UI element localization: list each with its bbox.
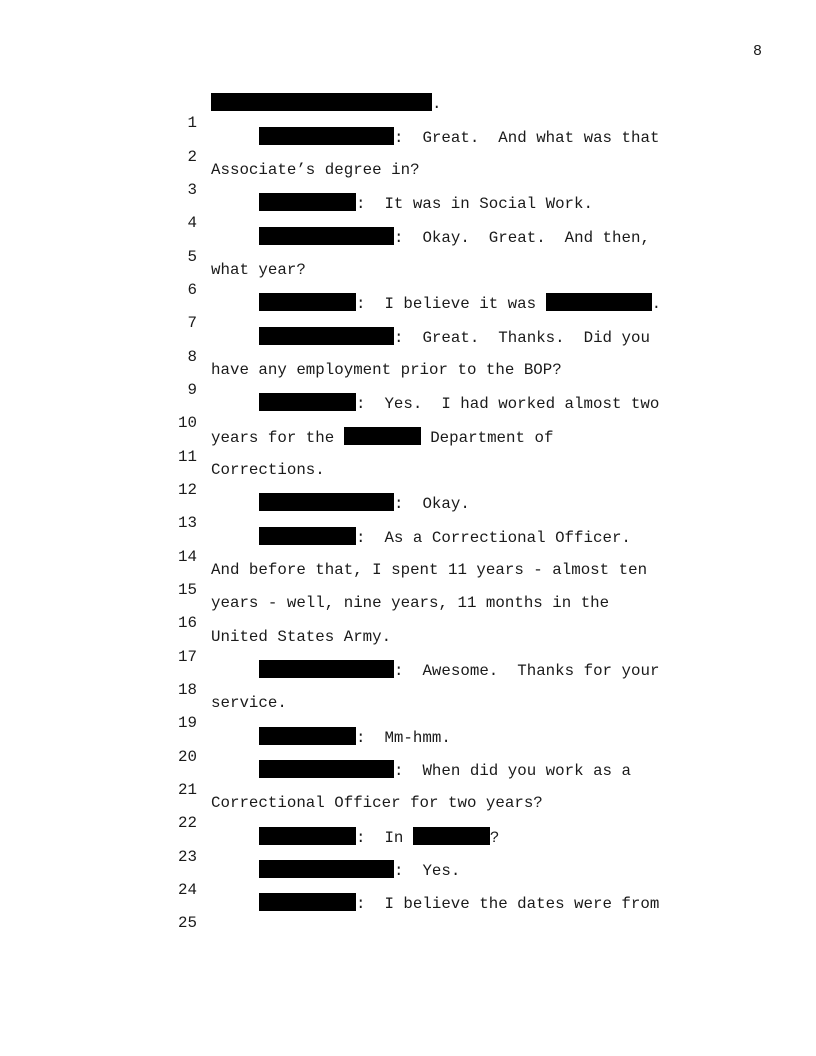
line-number: 16 [178,614,197,632]
redacted-questioner-name [259,760,394,778]
redacted-witness-name [259,393,356,411]
redacted-questioner-name [259,127,394,145]
line-text: : Okay. Great. And then, [259,227,650,248]
line-text: : As a Correctional Officer. [259,527,631,548]
line-text: have any employment prior to the BOP? [211,361,562,379]
transcript-line [0,593,816,632]
line-number: 17 [178,648,197,666]
transcript-line [0,227,816,266]
redacted-witness-name [259,293,356,311]
line-number: 9 [187,381,197,399]
line-text: : Mm-hmm. [259,727,451,748]
line-number: 10 [178,414,197,432]
line-number: 6 [187,281,197,299]
line-number: 5 [187,248,197,266]
transcript-line [0,760,816,799]
transcript-line [0,827,816,866]
redacted-questioner-name [259,860,394,878]
line-text: United States Army. [211,628,392,646]
redaction-block [211,93,432,111]
transcript-line [0,393,816,432]
line-number: 22 [178,814,197,832]
line-text: : In ? [259,827,499,848]
line-text: : Great. And what was that [259,127,659,148]
line-text: : Yes. [259,860,460,881]
transcript-line [0,427,816,466]
line-number: 12 [178,481,197,499]
transcript-line [0,160,816,199]
line-number: 25 [178,914,197,932]
line-text: And before that, I spent 11 years - almost ten [211,561,648,579]
line-number: 3 [187,181,197,199]
line-text: : I believe the dates were from [259,893,659,914]
line-number: 23 [178,848,197,866]
line-text: : Awesome. Thanks for your [259,660,659,681]
line-number: 1 [187,114,197,132]
transcript-line [0,627,816,666]
redacted-questioner-name [259,327,394,345]
redacted-witness-name [259,193,356,211]
transcript-line [0,193,816,232]
line-text: service. [211,694,287,712]
line-number: 11 [178,448,197,466]
redacted-witness-name [259,893,356,911]
transcript-line [0,660,816,699]
line-number: 18 [178,681,197,699]
line-text: Associate’s degree in? [211,161,420,179]
redaction-block [413,827,490,845]
redacted-questioner-name [259,660,394,678]
redacted-questioner-name [259,493,394,511]
line-text: . [211,93,441,114]
line-number: 13 [178,514,197,532]
line-number: 21 [178,781,197,799]
line-number: 7 [187,314,197,332]
redacted-questioner-name [259,227,394,245]
line-number: 20 [178,748,197,766]
line-number: 19 [178,714,197,732]
transcript-line [0,93,816,132]
line-text: : Yes. I had worked almost two [259,393,659,414]
redacted-witness-name [259,527,356,545]
transcript-line [0,260,816,299]
line-text: Correctional Officer for two years? [211,794,543,812]
transcript-line [0,127,816,166]
line-text: Corrections. [211,461,325,479]
transcript-line [0,527,816,566]
line-number: 4 [187,214,197,232]
transcript-line [0,360,816,399]
line-number: 2 [187,148,197,166]
line-text: : Okay. [259,493,470,514]
page-number: 8 [752,43,762,60]
redacted-witness-name [259,727,356,745]
transcript-line [0,793,816,832]
transcript-line [0,693,816,732]
line-number: 24 [178,881,197,899]
line-text: what year? [211,261,306,279]
line-text: years - well, nine years, 11 months in the [211,594,610,612]
transcript-line [0,860,816,899]
line-text: years for the Department of [211,429,554,447]
redacted-witness-name [259,827,356,845]
transcript-line [0,727,816,766]
redaction-block [344,427,421,445]
transcript-line [0,327,816,366]
redaction-block [546,293,652,311]
line-number: 15 [178,581,197,599]
transcript-line [0,460,816,499]
transcript-line [0,560,816,599]
line-text: : When did you work as a [259,760,631,781]
transcript-line [0,293,816,332]
line-number: 14 [178,548,197,566]
line-number: 8 [187,348,197,366]
transcript-line [0,893,816,932]
line-text: : I believe it was . [259,293,661,314]
line-text: : It was in Social Work. [259,193,593,214]
transcript-line [0,493,816,532]
line-text: : Great. Thanks. Did you [259,327,650,348]
